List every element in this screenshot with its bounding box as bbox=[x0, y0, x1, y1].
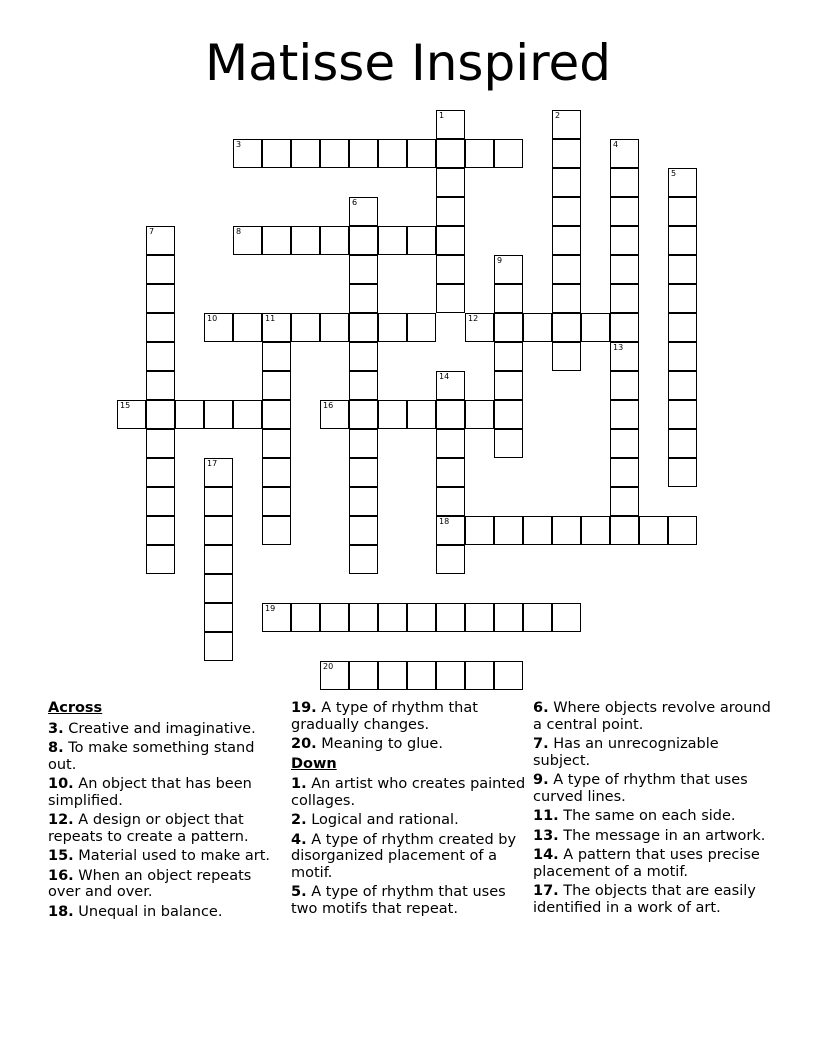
down-heading: Down bbox=[291, 755, 337, 772]
grid-cell[interactable] bbox=[668, 516, 697, 545]
grid-cell[interactable] bbox=[668, 197, 697, 226]
grid-cell[interactable] bbox=[146, 284, 175, 313]
grid-cell[interactable] bbox=[552, 226, 581, 255]
grid-cell[interactable] bbox=[204, 574, 233, 603]
clue-number: 17 bbox=[207, 459, 218, 468]
grid-cell[interactable] bbox=[494, 516, 523, 545]
grid-cell[interactable] bbox=[291, 139, 320, 168]
grid-cell[interactable] bbox=[262, 139, 291, 168]
grid-cell[interactable] bbox=[552, 313, 581, 342]
grid-cell[interactable] bbox=[204, 603, 233, 632]
grid-cell[interactable] bbox=[552, 516, 581, 545]
grid-cell[interactable] bbox=[262, 458, 291, 487]
grid-cell[interactable] bbox=[610, 342, 639, 371]
grid-cell[interactable] bbox=[552, 197, 581, 226]
clue-across-18: 18. Unequal in balance. bbox=[48, 903, 223, 920]
clue-number: 16 bbox=[323, 401, 334, 410]
grid-cell[interactable] bbox=[320, 661, 349, 690]
grid-cell[interactable] bbox=[610, 313, 639, 342]
grid-cell[interactable] bbox=[407, 226, 436, 255]
grid-cell[interactable] bbox=[494, 284, 523, 313]
grid-cell[interactable] bbox=[668, 226, 697, 255]
grid-cell[interactable] bbox=[262, 400, 291, 429]
grid-cell[interactable] bbox=[552, 139, 581, 168]
clue-down-2: 2. Logical and rational. bbox=[291, 812, 459, 828]
grid-cell[interactable] bbox=[262, 603, 291, 632]
grid-cell[interactable] bbox=[204, 545, 233, 574]
clue-down-17: 17. The objects that are easily identified in a work of art. bbox=[533, 883, 756, 916]
grid-cell[interactable] bbox=[378, 226, 407, 255]
grid-cell[interactable] bbox=[552, 342, 581, 371]
clue-number: 5 bbox=[671, 169, 677, 178]
grid-cell[interactable] bbox=[146, 371, 175, 400]
grid-cell[interactable] bbox=[610, 168, 639, 197]
clue-down-13: 13. The message in an artwork. bbox=[533, 827, 766, 844]
grid-cell[interactable] bbox=[262, 313, 291, 342]
across-heading: Across bbox=[48, 700, 103, 716]
clue-column-1 bbox=[48, 700, 284, 923]
grid-cell[interactable] bbox=[175, 400, 204, 429]
grid-cell[interactable] bbox=[349, 342, 378, 371]
grid-cell[interactable] bbox=[204, 400, 233, 429]
grid-cell[interactable] bbox=[610, 371, 639, 400]
grid-cell[interactable] bbox=[320, 313, 349, 342]
clue-number: 9 bbox=[497, 256, 503, 265]
grid-cell[interactable] bbox=[610, 139, 639, 168]
grid-cell[interactable] bbox=[668, 284, 697, 313]
grid-cell[interactable] bbox=[465, 313, 494, 342]
grid-cell[interactable] bbox=[262, 487, 291, 516]
clue-number: 10 bbox=[207, 314, 218, 323]
grid-cell[interactable] bbox=[668, 313, 697, 342]
grid-cell[interactable] bbox=[262, 371, 291, 400]
grid-cell[interactable] bbox=[436, 603, 465, 632]
grid-cell[interactable] bbox=[465, 139, 494, 168]
clue-number: 6 bbox=[352, 198, 358, 207]
clue-number: 18 bbox=[439, 517, 450, 526]
clue-across-20: 20. Meaning to glue. bbox=[291, 736, 443, 752]
grid-cell[interactable] bbox=[668, 429, 697, 458]
grid-cell[interactable] bbox=[320, 400, 349, 429]
grid-cell[interactable] bbox=[146, 429, 175, 458]
grid-cell[interactable] bbox=[146, 545, 175, 574]
grid-cell[interactable] bbox=[349, 139, 378, 168]
grid-cell[interactable] bbox=[494, 603, 523, 632]
grid-cell[interactable] bbox=[233, 400, 262, 429]
grid-cell[interactable] bbox=[320, 603, 349, 632]
grid-cell[interactable] bbox=[436, 226, 465, 255]
clue-across-3: 3. Creative and imaginative. bbox=[48, 720, 256, 737]
clue-number: 3 bbox=[236, 140, 242, 149]
clue-across-19: 19. A type of rhythm that gradually changes. bbox=[291, 700, 478, 733]
grid-cell[interactable] bbox=[349, 545, 378, 574]
page-title: Matisse Inspired bbox=[204, 34, 612, 92]
grid-cell[interactable] bbox=[146, 226, 175, 255]
grid-cell[interactable] bbox=[668, 255, 697, 284]
grid-cell[interactable] bbox=[552, 284, 581, 313]
grid-cell[interactable] bbox=[407, 603, 436, 632]
grid-cell[interactable] bbox=[552, 168, 581, 197]
grid-cell[interactable] bbox=[407, 313, 436, 342]
grid-cell[interactable] bbox=[146, 255, 175, 284]
grid-cell[interactable] bbox=[494, 342, 523, 371]
grid-cell[interactable] bbox=[436, 516, 465, 545]
grid-cell[interactable] bbox=[610, 400, 639, 429]
grid-cell[interactable] bbox=[610, 487, 639, 516]
clue-number: 19 bbox=[265, 604, 276, 613]
grid-cell[interactable] bbox=[668, 371, 697, 400]
grid-cell[interactable] bbox=[436, 284, 465, 313]
grid-cell[interactable] bbox=[291, 603, 320, 632]
grid-cell[interactable] bbox=[320, 139, 349, 168]
grid-cell[interactable] bbox=[436, 197, 465, 226]
grid-cell[interactable] bbox=[204, 516, 233, 545]
clue-down-9: 9. A type of rhythm that uses curved lines. bbox=[533, 772, 748, 805]
grid-cell[interactable] bbox=[610, 197, 639, 226]
grid-cell[interactable] bbox=[668, 168, 697, 197]
grid-cell[interactable] bbox=[407, 139, 436, 168]
grid-cell[interactable] bbox=[117, 400, 146, 429]
clue-number: 8 bbox=[236, 227, 242, 236]
grid-cell[interactable] bbox=[465, 400, 494, 429]
grid-cell[interactable] bbox=[146, 400, 175, 429]
grid-cell[interactable] bbox=[262, 429, 291, 458]
grid-cell[interactable] bbox=[233, 313, 262, 342]
grid-cell[interactable] bbox=[668, 400, 697, 429]
clue-across-16: 16. When an object repeats over and over. bbox=[48, 867, 252, 900]
grid-cell[interactable] bbox=[204, 458, 233, 487]
grid-cell[interactable] bbox=[146, 342, 175, 371]
grid-cell[interactable] bbox=[465, 603, 494, 632]
clue-column-2 bbox=[291, 700, 527, 920]
clue-down-4: 4. A type of rhythm created by disorganized placement of a motif. bbox=[291, 831, 517, 881]
grid-cell[interactable] bbox=[262, 342, 291, 371]
grid-cell[interactable] bbox=[378, 661, 407, 690]
grid-cell[interactable] bbox=[639, 516, 668, 545]
clue-number: 14 bbox=[439, 372, 450, 381]
grid-cell[interactable] bbox=[349, 487, 378, 516]
grid-cell[interactable] bbox=[349, 313, 378, 342]
grid-cell[interactable] bbox=[146, 458, 175, 487]
grid-cell[interactable] bbox=[378, 313, 407, 342]
grid-cell[interactable] bbox=[668, 342, 697, 371]
grid-cell[interactable] bbox=[407, 661, 436, 690]
grid-cell[interactable] bbox=[436, 661, 465, 690]
clue-down-11: 11. The same on each side. bbox=[533, 808, 736, 824]
grid-cell[interactable] bbox=[349, 661, 378, 690]
grid-cell[interactable] bbox=[349, 429, 378, 458]
grid-cell[interactable] bbox=[204, 313, 233, 342]
grid-cell[interactable] bbox=[581, 313, 610, 342]
clue-number: 15 bbox=[120, 401, 131, 410]
grid-cell[interactable] bbox=[610, 516, 639, 545]
grid-cell[interactable] bbox=[436, 139, 465, 168]
grid-cell[interactable] bbox=[436, 371, 465, 400]
grid-cell[interactable] bbox=[262, 226, 291, 255]
clue-down-7: 7. Has an unrecognizable subject. bbox=[533, 736, 719, 769]
clue-number: 11 bbox=[265, 314, 276, 323]
grid-cell[interactable] bbox=[378, 603, 407, 632]
grid-cell[interactable] bbox=[349, 255, 378, 284]
grid-cell[interactable] bbox=[146, 313, 175, 342]
grid-cell[interactable] bbox=[668, 458, 697, 487]
clue-down-14: 14. A pattern that uses precise placement of a motif. bbox=[533, 847, 760, 880]
clue-number: 20 bbox=[323, 662, 334, 671]
clue-number: 1 bbox=[439, 111, 445, 120]
clue-across-12: 12. A design or object that repeats to create a pattern. bbox=[48, 812, 249, 845]
grid-cell[interactable] bbox=[349, 603, 378, 632]
grid-cell[interactable] bbox=[610, 429, 639, 458]
grid-cell[interactable] bbox=[610, 226, 639, 255]
grid-cell[interactable] bbox=[552, 603, 581, 632]
grid-cell[interactable] bbox=[349, 371, 378, 400]
grid-cell[interactable] bbox=[494, 255, 523, 284]
grid-cell[interactable] bbox=[552, 255, 581, 284]
grid-cell[interactable] bbox=[291, 226, 320, 255]
grid-cell[interactable] bbox=[465, 516, 494, 545]
grid-cell[interactable] bbox=[233, 139, 262, 168]
clue-number: 4 bbox=[613, 140, 619, 149]
clue-column-3 bbox=[533, 700, 773, 919]
clue-down-1: 1. An artist who creates painted collages. bbox=[291, 776, 526, 809]
grid-cell[interactable] bbox=[494, 429, 523, 458]
grid-cell[interactable] bbox=[581, 516, 610, 545]
grid-cell[interactable] bbox=[378, 400, 407, 429]
grid-cell[interactable] bbox=[204, 632, 233, 661]
grid-cell[interactable] bbox=[523, 516, 552, 545]
grid-cell[interactable] bbox=[436, 545, 465, 574]
grid-cell[interactable] bbox=[436, 429, 465, 458]
grid-cell[interactable] bbox=[204, 487, 233, 516]
grid-cell[interactable] bbox=[523, 313, 552, 342]
grid-cell[interactable] bbox=[523, 603, 552, 632]
clue-number: 12 bbox=[468, 314, 479, 323]
grid-cell[interactable] bbox=[436, 487, 465, 516]
grid-cell[interactable] bbox=[494, 661, 523, 690]
grid-cell[interactable] bbox=[494, 400, 523, 429]
grid-cell[interactable] bbox=[349, 226, 378, 255]
grid-cell[interactable] bbox=[552, 110, 581, 139]
clue-number: 2 bbox=[555, 111, 561, 120]
grid-cell[interactable] bbox=[465, 661, 494, 690]
grid-cell[interactable] bbox=[349, 400, 378, 429]
grid-cell[interactable] bbox=[349, 458, 378, 487]
clue-number: 13 bbox=[613, 343, 624, 352]
grid-cell[interactable] bbox=[610, 255, 639, 284]
grid-cell[interactable] bbox=[436, 400, 465, 429]
grid-cell[interactable] bbox=[349, 516, 378, 545]
grid-cell[interactable] bbox=[407, 400, 436, 429]
grid-cell[interactable] bbox=[291, 313, 320, 342]
grid-cell[interactable] bbox=[349, 197, 378, 226]
clue-across-10: 10. An object that has been simplified. bbox=[48, 776, 252, 809]
grid-cell[interactable] bbox=[436, 168, 465, 197]
grid-cell[interactable] bbox=[233, 226, 262, 255]
clue-across-15: 15. Material used to make art. bbox=[48, 848, 271, 864]
grid-cell[interactable] bbox=[494, 371, 523, 400]
grid-cell[interactable] bbox=[494, 313, 523, 342]
clue-number: 7 bbox=[149, 227, 155, 236]
grid-cell[interactable] bbox=[494, 139, 523, 168]
clue-down-5: 5. A type of rhythm that uses two motifs that repeat. bbox=[291, 884, 506, 917]
grid-cell[interactable] bbox=[436, 458, 465, 487]
grid-cell[interactable] bbox=[610, 458, 639, 487]
grid-cell[interactable] bbox=[436, 110, 465, 139]
grid-cell[interactable] bbox=[320, 226, 349, 255]
grid-cell[interactable] bbox=[349, 284, 378, 313]
clue-down-6: 6. Where objects revolve around a central point. bbox=[533, 700, 771, 733]
grid-cell[interactable] bbox=[146, 516, 175, 545]
grid-cell[interactable] bbox=[378, 139, 407, 168]
grid-cell[interactable] bbox=[146, 487, 175, 516]
grid-cell[interactable] bbox=[436, 255, 465, 284]
grid-cell[interactable] bbox=[262, 516, 291, 545]
clue-across-8: 8. To make something stand out. bbox=[48, 740, 255, 773]
grid-cell[interactable] bbox=[610, 284, 639, 313]
